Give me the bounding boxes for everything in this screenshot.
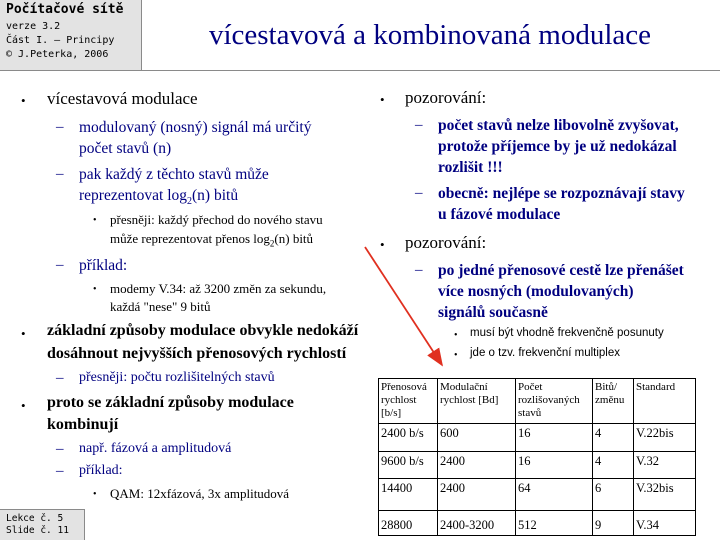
bullet-icon: •: [21, 326, 26, 341]
left-b2-dash-1: přesněji: počtu rozlišitelných stavů: [79, 370, 275, 385]
header-cell-states: Počet rozlišovaných stavů: [516, 379, 593, 424]
dash-icon: –: [56, 370, 64, 386]
bullet-icon: •: [93, 215, 97, 226]
right-b1-dash-1-line-1: počet stavů nelze libovolně zvyšovat,: [438, 117, 679, 134]
part-text: Část I. – Principy: [6, 35, 115, 46]
table-cell: 64: [516, 479, 593, 511]
table-row: [379, 511, 696, 536]
course-name: Počítačové sítě: [6, 2, 124, 17]
table-cell: 512: [516, 511, 593, 536]
table-cell: V.32bis: [634, 479, 696, 511]
table-cell: 16: [516, 452, 593, 479]
table-cell: V.34: [634, 511, 696, 536]
right-b2-dash-1-line-2: více nosných (modulovaných): [438, 283, 634, 300]
table-cell: 16: [516, 424, 593, 452]
table-row: [379, 424, 696, 452]
left-b3-dash-1: např. fázová a amplitudová: [79, 441, 232, 456]
left-b1-dash-1-line-2: počet stavů (n): [79, 140, 172, 157]
table-cell: 14400: [379, 479, 438, 511]
left-b1-sub-1-line-1: přesněji: každý přechod do nového stavu: [110, 212, 323, 227]
bullet-icon: •: [93, 284, 97, 295]
left-b1-dash-2-line-1: pak každý z těchto stavů může: [79, 166, 269, 183]
table-row: [379, 479, 696, 511]
table-cell: 2400-3200: [438, 511, 516, 536]
version-text: verze 3.2: [6, 21, 61, 32]
right-b1-dash-1-line-2: protože příjemce by je už nedokázal: [438, 138, 677, 155]
right-b2-sub-2: jde o tzv. frekvenční multiplex: [470, 347, 620, 359]
left-b1-sub-1-line-2: může reprezentovat přenos $\log_2(n)$ bitů: [110, 231, 314, 249]
left-b1-sub-2-line-1: modemy V.34: až 3200 změn za sekundu,: [110, 281, 327, 296]
table-cell: 4: [593, 424, 634, 452]
right-b2-dash-1-line-3: signálů současně: [438, 304, 548, 321]
left-bullet-3-line-1: proto se základní způsoby modulace: [47, 394, 294, 411]
dash-icon: –: [56, 463, 64, 479]
table-cell: 6: [593, 479, 634, 511]
bullet-icon: •: [380, 237, 385, 252]
left-bullet-3-line-2: kombinují: [47, 416, 119, 433]
left-bullet-1: vícestavová modulace: [47, 89, 198, 108]
subscript: 2: [187, 196, 193, 208]
right-b1-dash-2-line-1: obecně: nejlépe se rozpoznávají stavy: [438, 185, 685, 202]
right-b1-dash-2-line-2: u fázové modulace: [438, 206, 561, 223]
table-cell: 9: [593, 511, 634, 536]
slide-footer: [0, 509, 85, 540]
table-cell: 28800: [379, 511, 438, 536]
table-cell: 2400: [438, 452, 516, 479]
bullet-icon: •: [454, 350, 458, 361]
dash-icon: –: [56, 441, 64, 457]
header-cell-baud: Modulační rychlost [Bd]: [438, 379, 516, 424]
left-b1-sub-2-line-2: každá "nese" 9 bitů: [110, 299, 211, 314]
left-b1-dash-3: příklad:: [79, 257, 128, 274]
dash-icon: –: [56, 119, 64, 135]
right-b2-sub-1: musí být vhodně frekvenčně posunuty: [470, 327, 664, 339]
right-bullet-1: pozorování:: [405, 88, 487, 107]
left-b3-dash-2: příklad:: [79, 463, 123, 478]
table-row: [379, 452, 696, 479]
modulation-table: [378, 378, 696, 536]
bullet-icon: •: [93, 489, 97, 500]
table-cell: 9600 b/s: [379, 452, 438, 479]
table-header-row: [379, 379, 696, 424]
table-cell: 2400 b/s: [379, 424, 438, 452]
table-cell: 2400: [438, 479, 516, 511]
right-b2-dash-1-line-1: po jedné přenosové cestě lze přenášet: [438, 262, 684, 279]
table-cell: V.22bis: [634, 424, 696, 452]
copyright-text: © J.Peterka, 2006: [6, 49, 109, 60]
left-b3-sub-1: QAM: 12xfázová, 3x amplitudová: [110, 486, 290, 501]
dash-icon: –: [415, 185, 423, 201]
left-b1-dash-1-line-1: modulovaný (nosný) signál má určitý: [79, 119, 312, 136]
right-bullet-2: pozorování:: [405, 233, 487, 252]
left-b1-dash-2-line-2: reprezentovat $\log_2(n)$ bitů: [79, 187, 239, 208]
table-cell: V.32: [634, 452, 696, 479]
bullet-icon: •: [21, 398, 26, 413]
lecture-number: Lekce č. 5: [6, 513, 64, 524]
header-cell-rate: Přenosová rychlost [b/s]: [379, 379, 438, 424]
right-b1-dash-1-line-3: rozlišit !!!: [438, 159, 503, 176]
header-cell-bits: Bitů/ změnu: [593, 379, 634, 424]
slide-title: vícestavová a kombinovaná modulace: [208, 19, 652, 51]
left-bullet-2-line-1: základní způsoby modulace obvykle nedokáží: [47, 322, 359, 339]
bullet-icon: •: [380, 92, 385, 107]
table-cell: 600: [438, 424, 516, 452]
dash-icon: –: [415, 262, 423, 278]
bullet-icon: •: [21, 93, 26, 108]
dash-icon: –: [415, 117, 423, 133]
left-bullet-2-line-2: dosáhnout nejvyšších přenosových rychlostí: [47, 345, 347, 362]
header-cell-standard: Standard: [634, 379, 696, 424]
slide-number: Slide č. 11: [6, 525, 69, 536]
bullet-icon: •: [454, 330, 458, 341]
subscript: 2: [269, 238, 275, 249]
dash-icon: –: [56, 257, 64, 273]
table-cell: 4: [593, 452, 634, 479]
dash-icon: –: [56, 166, 64, 182]
